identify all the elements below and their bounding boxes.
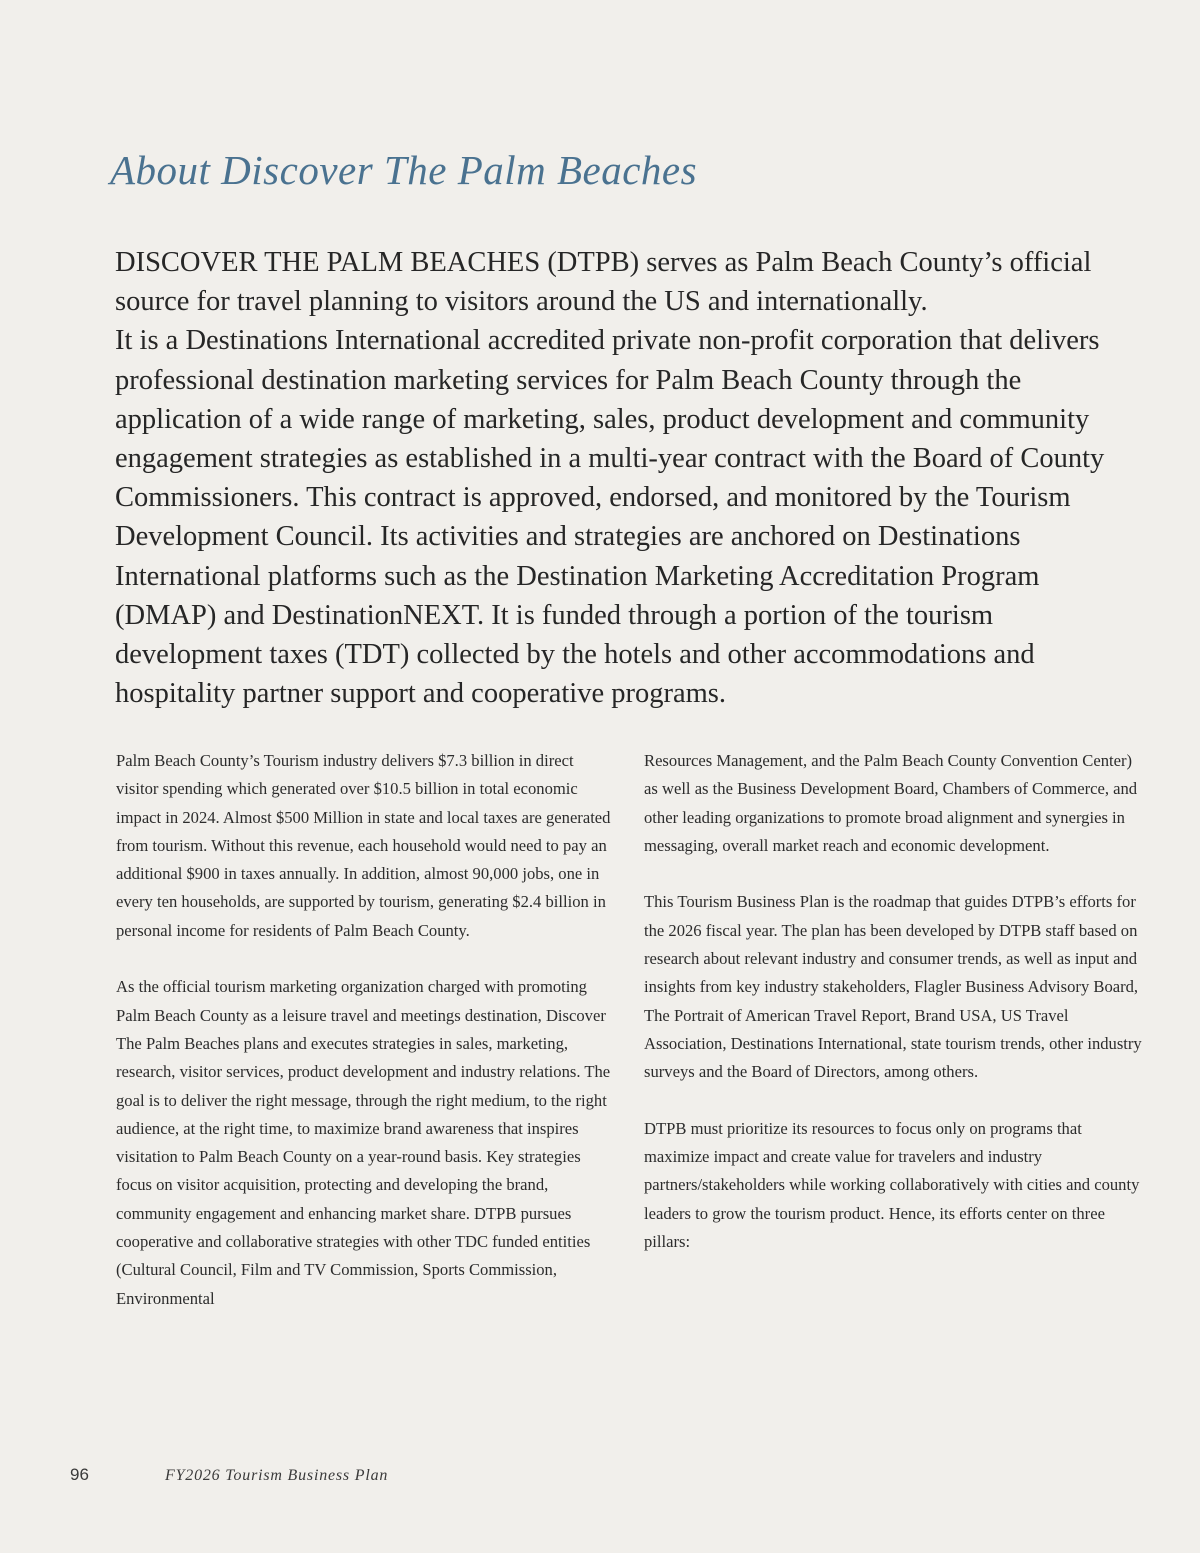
- body-paragraph: Resources Management, and the Palm Beach County Convention Center) as well as the Business Development Board, Chambers of Commerce, and other leading organizations to promote broad alignment and synergies in messaging, overall market reach and economic development.: [644, 751, 1138, 855]
- footer-document-title: FY2026 Tourism Business Plan: [165, 1467, 389, 1484]
- page-title: About Discover The Palm Beaches: [110, 147, 698, 193]
- intro-section: [115, 243, 1145, 713]
- intro-paragraph: It is a Destinations International accredited private non-profit corporation that delivers professional destination marketing services for Palm Beach County through the application of a wide range of marketing, sales, product development and community engagement strategies as established in a multi-year contract with the Board of County Commissioners. This contract is approved, endorsed, and monitored by the Tourism Development Council. Its activities and strategies are anchored on Destinations International platforms such as the Destination Marketing Accreditation Program (DMAP) and DestinationNEXT. It is funded through a portion of the tourism development taxes (TDT) collected by the hotels and other accommodations and hospitality partner support and cooperative programs.: [115, 325, 1105, 710]
- left-column: [116, 747, 616, 1341]
- body-paragraph: Palm Beach County’s Tourism industry delivers $7.3 billion in direct visitor spending which generated over $10.5 billion in total economic impact in 2024. Almost $500 Million in state and local taxes are generated from tourism. Without this revenue, each household would need to pay an additional $900 in taxes annually. In addition, almost 90,000 jobs, one in every ten households, are supported by tourism, generating $2.4 billion in personal income for residents of Palm Beach County.: [116, 751, 611, 940]
- body-paragraph: As the official tourism marketing organization charged with promoting Palm Beach County as a leisure travel and meetings destination, Discover The Palm Beaches plans and executes strategies in sales, marketing, research, visitor services, product development and industry relations. The goal is to deliver the right message, through the right medium, to the right audience, at the right time, to maximize brand awareness that inspires visitation to Palm Beach County on a year-round basis. Key strategies focus on visitor acquisition, protecting and developing the brand, community engagement and enhancing market share. DTPB pursues cooperative and collaborative strategies with other TDC funded entities (Cultural Council, Film and TV Commission, Sports Commission, Environmental: [116, 977, 611, 1308]
- body-paragraph: DTPB must prioritize its resources to focus only on programs that maximize impact and create value for travelers and industry partners/stakeholders while working collaboratively with cities and county leaders to grow the tourism product. Hence, its efforts center on three pillars:: [644, 1118, 1140, 1252]
- page-footer: [70, 1465, 388, 1489]
- page-number: 96: [70, 1465, 89, 1484]
- right-column: [644, 747, 1144, 1285]
- intro-paragraph: DISCOVER THE PALM BEACHES (DTPB) serves as Palm Beach County’s official source for travel planning to visitors around the US and internationally.: [115, 247, 1092, 318]
- body-paragraph: This Tourism Business Plan is the roadmap that guides DTPB’s efforts for the 2026 fiscal year. The plan has been developed by DTPB staff based on research about relevant industry and consumer trends, as well as input and insights from key industry stakeholders, Flagler Business Advisory Board, The Portrait of American Travel Report, Brand USA, US Travel Association, Destinations International, state tourism trends, other industry surveys and the Board of Directors, among others.: [644, 892, 1142, 1082]
